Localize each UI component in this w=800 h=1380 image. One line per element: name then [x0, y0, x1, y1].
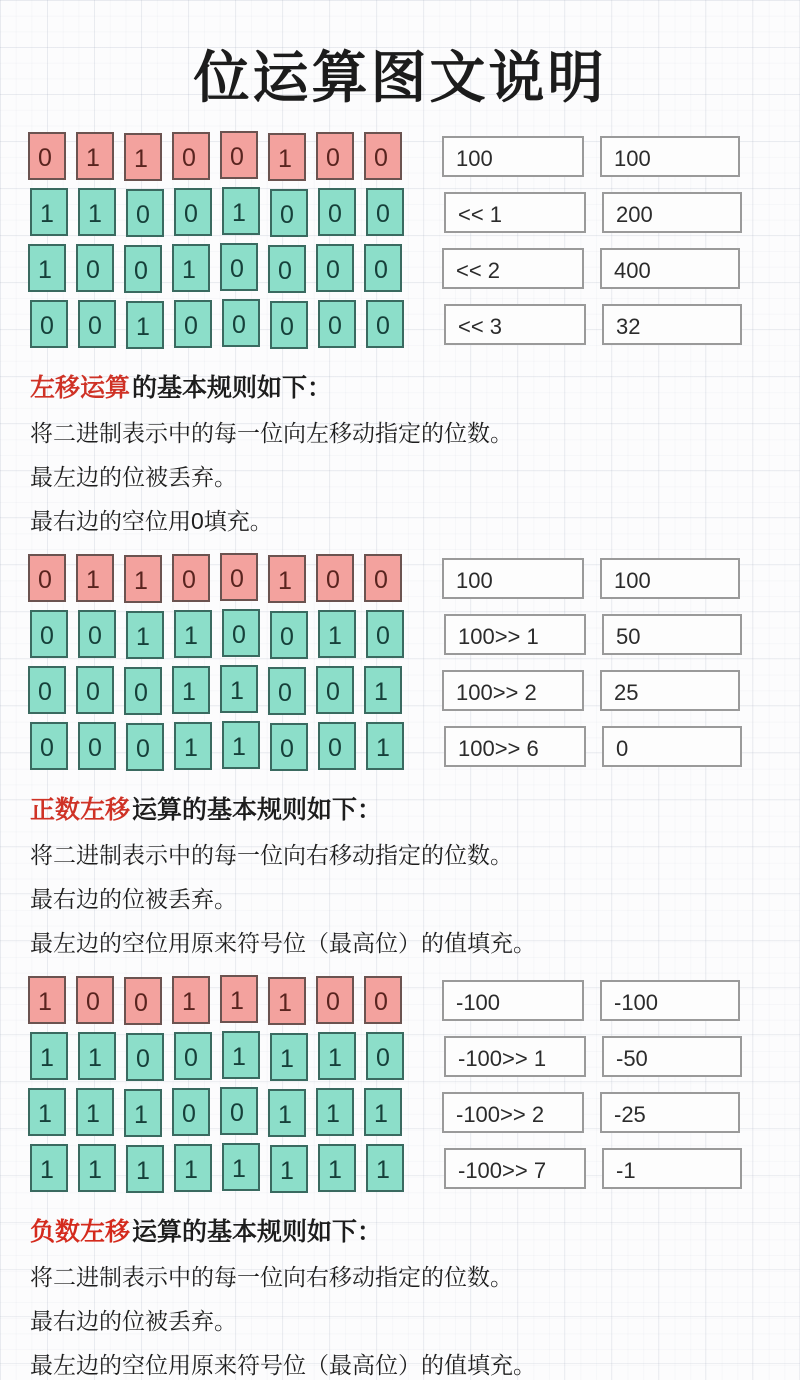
bit-cell: 0 [318, 722, 356, 770]
bit-cell: 1 [222, 721, 260, 769]
bit-cell: 0 [222, 299, 260, 347]
bit-cell: 0 [76, 244, 114, 292]
operation-box: 100 [442, 136, 584, 177]
bit-cell: 0 [172, 1088, 210, 1136]
bit-cell: 1 [76, 132, 114, 180]
operation-box: 100>> 1 [444, 614, 586, 655]
bit-row [28, 976, 800, 1024]
bit-cells [30, 722, 404, 770]
bit-cell: 1 [76, 554, 114, 602]
bit-cell: 1 [268, 555, 306, 603]
bit-cell: 1 [124, 555, 162, 603]
bit-row [28, 244, 800, 292]
bit-cell: 1 [364, 666, 402, 714]
bit-cell: 0 [366, 1032, 404, 1080]
rule-text: 最左边的空位用原来符号位（最高位）的值填充。 [30, 1352, 536, 1378]
bit-cell: 1 [366, 722, 404, 770]
bit-cell: 0 [172, 132, 210, 180]
bit-cell: 0 [316, 666, 354, 714]
bit-row [28, 300, 800, 348]
section-heading [30, 1212, 800, 1248]
bit-cell: 1 [268, 1089, 306, 1137]
bit-cell: 0 [364, 244, 402, 292]
section-left-shift [0, 132, 800, 536]
rule-text: 最右边的位被丢弃。 [30, 1308, 237, 1334]
heading-keyword: 负数左移 [30, 1218, 131, 1246]
bit-cell: 0 [268, 667, 306, 715]
bit-cell: 1 [270, 1145, 308, 1193]
bit-cells [30, 300, 404, 348]
bit-cell: 1 [366, 1144, 404, 1192]
bit-row [28, 1032, 800, 1080]
operation-box: 100 [442, 558, 584, 599]
bit-cell: 0 [126, 1033, 164, 1081]
bit-cell: 1 [222, 1031, 260, 1079]
bit-cell: 1 [28, 1088, 66, 1136]
heading-keyword: 正数左移 [30, 796, 131, 824]
bitwise-infographic-page [0, 34, 800, 1380]
bit-grid-negative-right-shift [28, 976, 800, 1192]
bit-cell: 1 [220, 975, 258, 1023]
operation-box: -100>> 7 [444, 1148, 586, 1189]
rules-negative-right-shift [30, 1212, 800, 1380]
bit-cell: 1 [268, 977, 306, 1025]
bit-cell: 0 [270, 723, 308, 771]
result-box: 100 [600, 136, 740, 177]
heading-keyword: 左移运算 [30, 374, 131, 402]
bit-cell: 0 [318, 300, 356, 348]
bit-cell: 0 [366, 610, 404, 658]
result-box: -25 [600, 1092, 740, 1133]
bit-cell: 0 [78, 300, 116, 348]
bit-cell: 0 [364, 132, 402, 180]
bit-cell: 0 [270, 611, 308, 659]
bit-grid-positive-right-shift [28, 554, 800, 770]
bit-cell: 0 [78, 722, 116, 770]
bit-cell: 1 [270, 1033, 308, 1081]
bit-cell: 1 [76, 1088, 114, 1136]
bit-cell: 1 [318, 1144, 356, 1192]
bit-cell: 0 [124, 667, 162, 715]
bit-cell: 0 [124, 245, 162, 293]
bit-cells [30, 1032, 404, 1080]
rules-positive-right-shift [30, 790, 800, 958]
bit-cell: 0 [270, 301, 308, 349]
heading-rest: 运算的基本规则如下： [132, 796, 383, 824]
bit-cell: 1 [30, 1144, 68, 1192]
bit-cell: 1 [126, 1145, 164, 1193]
bit-row [28, 132, 800, 180]
bit-row [28, 666, 800, 714]
section-positive-right-shift [0, 554, 800, 958]
bit-cell: 1 [316, 1088, 354, 1136]
section-heading [30, 368, 800, 404]
result-box: -100 [600, 980, 740, 1021]
bit-cell: 1 [30, 1032, 68, 1080]
operation-box: << 2 [442, 248, 584, 289]
operation-box: << 3 [444, 304, 586, 345]
bit-cell: 0 [270, 189, 308, 237]
operation-box: -100>> 2 [442, 1092, 584, 1133]
rule-text: 最左边的位被丢弃。 [30, 464, 237, 490]
bit-cell: 0 [222, 609, 260, 657]
operation-box: -100>> 1 [444, 1036, 586, 1077]
bit-row [28, 188, 800, 236]
bit-cell: 1 [126, 611, 164, 659]
bit-cell: 0 [174, 188, 212, 236]
page-title: 位运算图文说明 [193, 46, 607, 109]
bit-cell: 0 [364, 976, 402, 1024]
bit-cell: 0 [366, 188, 404, 236]
rule-text: 最左边的空位用原来符号位（最高位）的值填充。 [30, 930, 536, 956]
heading-rest: 的基本规则如下： [132, 374, 333, 402]
bit-cell: 1 [222, 1143, 260, 1191]
result-box: 50 [602, 614, 742, 655]
result-box: 32 [602, 304, 742, 345]
operation-box: << 1 [444, 192, 586, 233]
bit-cell: 0 [268, 245, 306, 293]
bit-cell: 1 [126, 301, 164, 349]
bit-cell: 0 [174, 1032, 212, 1080]
bit-cell: 1 [220, 665, 258, 713]
bit-row [28, 610, 800, 658]
rules-left-shift [30, 368, 800, 536]
bit-cell: 0 [318, 188, 356, 236]
bit-cells [28, 244, 402, 292]
section-negative-right-shift [0, 976, 800, 1380]
bit-cell: 1 [30, 188, 68, 236]
bit-cell: 0 [30, 610, 68, 658]
bit-cell: 0 [316, 554, 354, 602]
bit-row [28, 554, 800, 602]
section-heading [30, 790, 800, 826]
bit-cell: 1 [268, 133, 306, 181]
rule-text: 将二进制表示中的每一位向右移动指定的位数。 [30, 1264, 513, 1290]
result-box: -50 [602, 1036, 742, 1077]
result-box: 400 [600, 248, 740, 289]
bit-cell: 1 [78, 1032, 116, 1080]
bit-cell: 1 [222, 187, 260, 235]
bit-cell: 1 [174, 722, 212, 770]
heading-rest: 运算的基本规则如下： [132, 1218, 383, 1246]
result-box: 100 [600, 558, 740, 599]
result-box: -1 [602, 1148, 742, 1189]
bit-cell: 0 [28, 666, 66, 714]
bit-cell: 1 [28, 244, 66, 292]
bit-row [28, 1144, 800, 1192]
bit-cell: 0 [366, 300, 404, 348]
operation-box: -100 [442, 980, 584, 1021]
rule-text: 最右边的空位用0填充。 [30, 508, 273, 534]
bit-cell: 0 [220, 553, 258, 601]
bit-cell: 0 [124, 977, 162, 1025]
bit-cell: 1 [28, 976, 66, 1024]
bit-cell: 0 [28, 554, 66, 602]
bit-cell: 1 [172, 976, 210, 1024]
bit-row [28, 722, 800, 770]
bit-cell: 0 [316, 132, 354, 180]
bit-grid-left-shift [28, 132, 800, 348]
operation-box: 100>> 6 [444, 726, 586, 767]
bit-cell: 0 [126, 189, 164, 237]
result-box: 200 [602, 192, 742, 233]
bit-cell: 0 [30, 300, 68, 348]
bit-cell: 0 [220, 1087, 258, 1135]
bit-cell: 0 [76, 666, 114, 714]
bit-cell: 1 [172, 244, 210, 292]
bit-cell: 0 [316, 976, 354, 1024]
bit-cell: 0 [28, 132, 66, 180]
bit-cell: 1 [124, 133, 162, 181]
bit-cell: 0 [220, 243, 258, 291]
bit-cell: 0 [364, 554, 402, 602]
bit-cell: 0 [76, 976, 114, 1024]
bit-cells [28, 132, 402, 180]
bit-cell: 1 [172, 666, 210, 714]
bit-cells [28, 1088, 402, 1136]
bit-cells [28, 554, 402, 602]
bit-cell: 1 [78, 188, 116, 236]
bit-cell: 0 [174, 300, 212, 348]
bit-cell: 1 [78, 1144, 116, 1192]
bit-cells [28, 666, 402, 714]
operation-box: 100>> 2 [442, 670, 584, 711]
bit-cell: 0 [172, 554, 210, 602]
bit-cell: 0 [30, 722, 68, 770]
result-box: 0 [602, 726, 742, 767]
bit-cells [28, 976, 402, 1024]
bit-cell: 0 [220, 131, 258, 179]
bit-row [28, 1088, 800, 1136]
bit-cell: 1 [318, 1032, 356, 1080]
bit-cells [30, 610, 404, 658]
bit-cell: 1 [318, 610, 356, 658]
bit-cell: 1 [174, 1144, 212, 1192]
bit-cell: 1 [364, 1088, 402, 1136]
bit-cells [30, 1144, 404, 1192]
bit-cells [30, 188, 404, 236]
bit-cell: 1 [174, 610, 212, 658]
bit-cell: 0 [126, 723, 164, 771]
bit-cell: 1 [124, 1089, 162, 1137]
bit-cell: 0 [316, 244, 354, 292]
bit-cell: 0 [78, 610, 116, 658]
rule-text: 最右边的位被丢弃。 [30, 886, 237, 912]
result-box: 25 [600, 670, 740, 711]
rule-text: 将二进制表示中的每一位向右移动指定的位数。 [30, 842, 513, 868]
rule-text: 将二进制表示中的每一位向左移动指定的位数。 [30, 420, 513, 446]
